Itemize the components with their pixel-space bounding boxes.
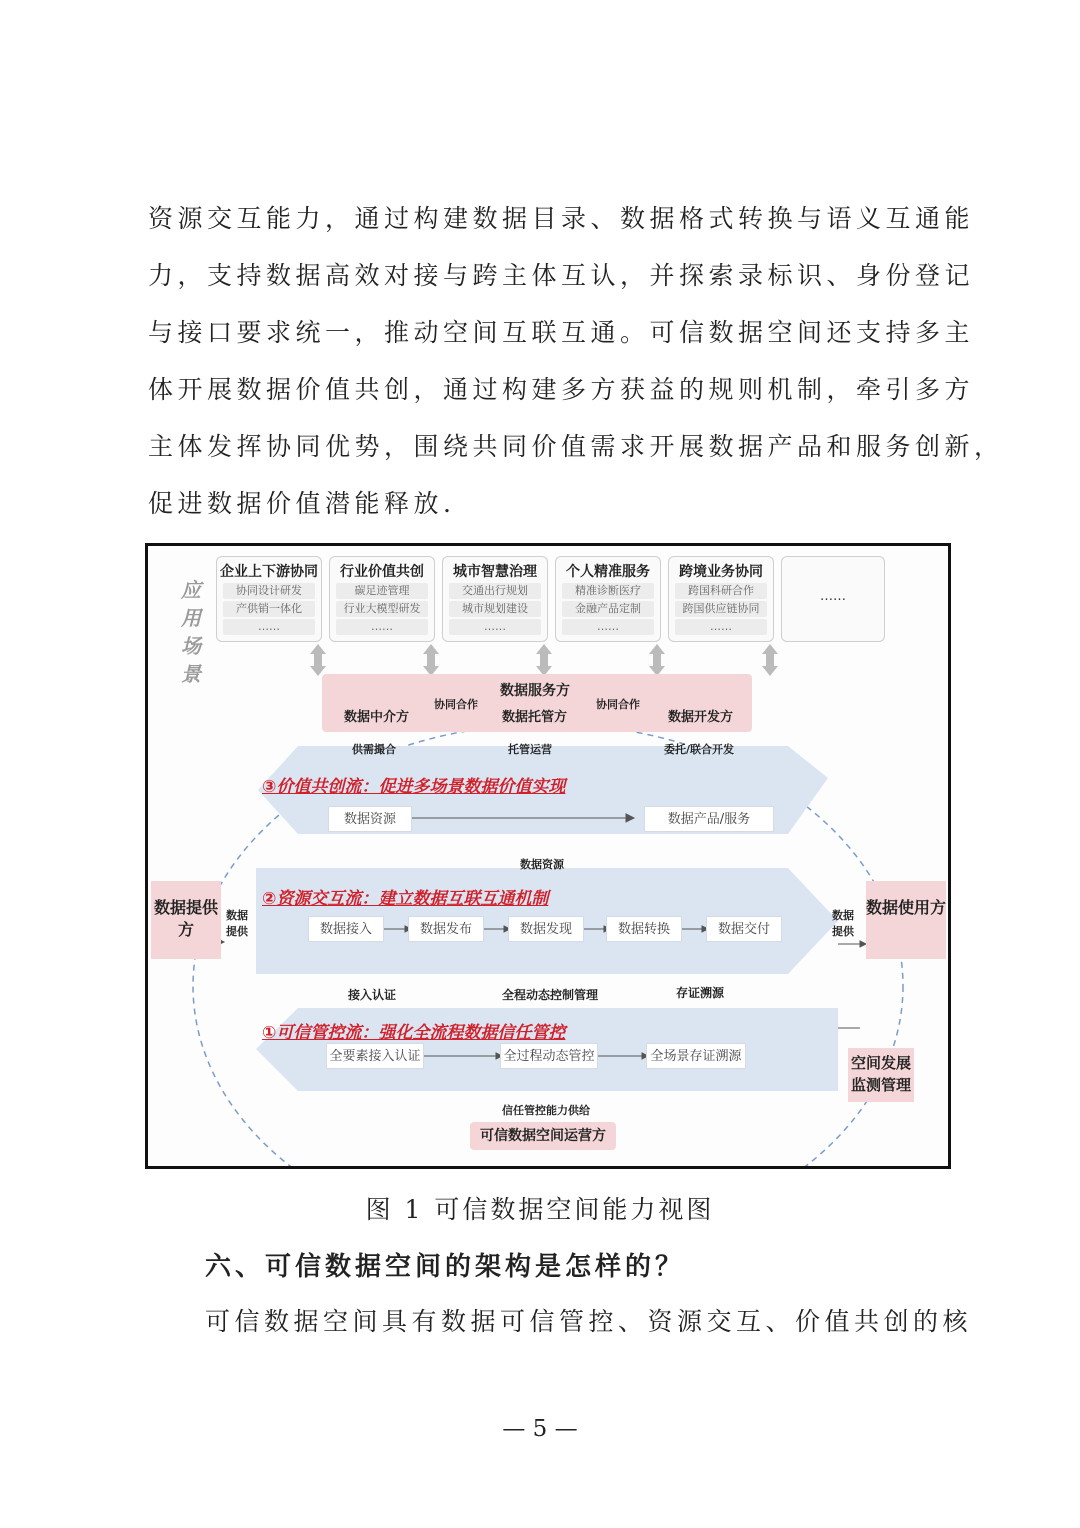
- scene-title: 城市智慧治理: [453, 564, 537, 580]
- custody-ops-label: 托管运营: [508, 743, 552, 756]
- flow1-title: ①可信管控流：强化全流程数据信任管控: [262, 1023, 566, 1043]
- flow1-step: 全要素接入认证: [326, 1043, 424, 1069]
- paragraph-line: 资源交互能力，通过构建数据目录、数据格式转换与语义互通能: [148, 204, 975, 233]
- capability-view-figure: [145, 543, 951, 1169]
- evidence-label: 存证溯源: [676, 986, 725, 1000]
- data-provider-box: [151, 881, 221, 959]
- scene-item: 城市规划建设: [449, 601, 541, 617]
- paragraph-line: 力，支持数据高效对接与跨主体互认，并探索录标识、身份登记: [148, 261, 975, 290]
- scene-item: ……: [562, 619, 654, 635]
- access-auth-label: 接入认证: [348, 988, 397, 1002]
- flow1-step: 全过程动态管控: [500, 1043, 598, 1069]
- flow2-step: 数据发现: [508, 916, 584, 942]
- flow2-step: 数据交付: [706, 916, 782, 942]
- scene-title: 企业上下游协同: [220, 564, 318, 580]
- paragraph-1: [148, 190, 1004, 532]
- scene-card: [555, 556, 661, 642]
- scene-item: 跨国供应链协同: [675, 601, 767, 617]
- trust-supply-label: 信任管控能力供给: [502, 1104, 590, 1117]
- collab-label-2: 协同合作: [596, 698, 640, 711]
- operator-box: 可信数据空间运营方: [470, 1122, 616, 1150]
- matchmaking-label: 供需撮合: [352, 743, 396, 756]
- scene-item: 精准诊断医疗: [562, 583, 654, 599]
- intermediary-label: 数据中介方: [344, 710, 410, 725]
- flow3-to-chip: 数据产品/服务: [644, 806, 774, 832]
- section-heading: 六、可信数据空间的架构是怎样的？: [205, 1252, 686, 1282]
- provide-left-label: 数据提供: [226, 909, 248, 938]
- flow3-title: ③价值共创流：促进多场景数据价值实现: [262, 777, 566, 797]
- monitor-label: 空间发展监测管理: [850, 1054, 911, 1094]
- joint-dev-label: 委托/联合开发: [664, 743, 735, 756]
- scene-card: [781, 556, 885, 642]
- page-number: — 5 —: [502, 1416, 578, 1442]
- scene-item: ……: [675, 619, 767, 635]
- flow2-step: 数据发布: [408, 916, 484, 942]
- scene-card: [668, 556, 774, 642]
- scene-side-label: 应用场景: [181, 578, 201, 686]
- figure-caption: 图 1 可信数据空间能力视图: [365, 1195, 715, 1224]
- scene-item: 跨国科研合作: [675, 583, 767, 599]
- scene-item: 金融产品定制: [562, 601, 654, 617]
- paragraph-line: 与接口要求统一，推动空间互联互通。可信数据空间还支持多主: [148, 318, 975, 347]
- scene-card: [329, 556, 435, 642]
- paragraph-2: 可信数据空间具有数据可信管控、资源交互、价值共创的核: [205, 1307, 973, 1336]
- scene-item: ……: [449, 619, 541, 635]
- scene-item: 行业大模型研发: [336, 601, 428, 617]
- scene-item: ……: [336, 619, 428, 635]
- paragraph-line: 促进数据价值潜能释放.: [148, 489, 456, 518]
- scene-card: [442, 556, 548, 642]
- paragraph-line: 主体发挥协同优势，围绕共同价值需求开展数据产品和服务创新，: [148, 432, 1004, 461]
- dynamic-ctrl-label: 全程动态控制管理: [502, 988, 599, 1002]
- collab-label-1: 协同合作: [434, 698, 478, 711]
- custodian-label: 数据托管方: [502, 710, 568, 725]
- data-user-box: [866, 881, 946, 959]
- scene-more: ……: [820, 589, 846, 604]
- provide-right-label: 数据提供: [832, 909, 854, 938]
- data-user-label: 数据使用方: [866, 898, 947, 917]
- scene-item: 碳足迹管理: [336, 583, 428, 599]
- paragraph-line: 体开展数据价值共创，通过构建多方获益的规则机制，牵引多方: [148, 375, 975, 404]
- scene-item: 产供销一体化: [223, 601, 315, 617]
- flow2-step: 数据接入: [308, 916, 384, 942]
- scene-item: ……: [223, 619, 315, 635]
- scene-title: 个人精准服务: [566, 564, 650, 580]
- developer-label: 数据开发方: [668, 710, 734, 725]
- scene-card: [216, 556, 322, 642]
- service-party-label: 数据服务方: [500, 683, 570, 699]
- scene-title: 跨境业务协同: [679, 564, 763, 580]
- data-resource-label: 数据资源: [520, 858, 564, 871]
- flow1-step: 全场景存证溯源: [646, 1043, 746, 1069]
- data-provider-label: 数据提供方: [153, 898, 218, 939]
- monitor-box: [848, 1048, 914, 1102]
- flow2-step: 数据转换: [606, 916, 682, 942]
- flow3-from-chip: 数据资源: [328, 806, 412, 832]
- flow2-title: ②资源交互流：建立数据互联互通机制: [262, 889, 549, 909]
- scene-item: 协同设计研发: [223, 583, 315, 599]
- scene-title: 行业价值共创: [340, 564, 424, 580]
- scene-item: 交通出行规划: [449, 583, 541, 599]
